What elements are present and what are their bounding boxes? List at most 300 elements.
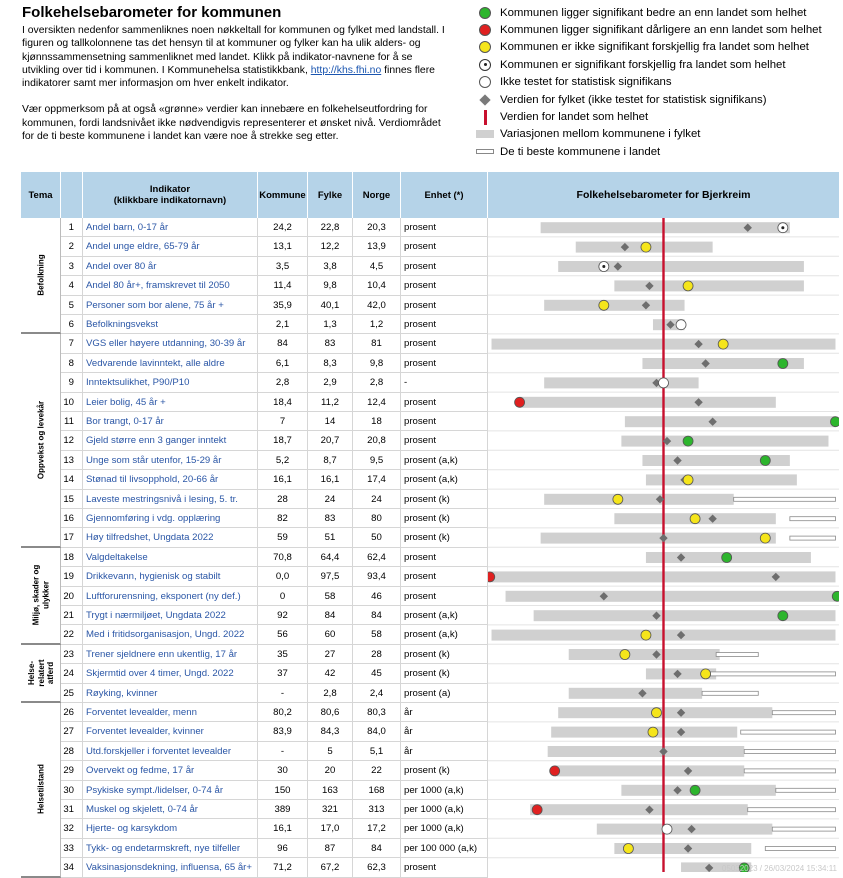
value-unit: prosent (a,k) [401,606,488,625]
page-title: Folkehelsebarometer for kommunen [22,4,282,21]
indicator-link[interactable]: Trygt i nærmiljøet, Ungdata 2022 [83,606,258,625]
green-circle-icon [479,7,491,19]
row-number: 5 [61,296,83,315]
value-fylke: 3,8 [308,257,353,276]
row-number: 12 [61,431,83,450]
value-norge: 84 [353,606,401,625]
value-unit: prosent (a,k) [401,625,488,644]
row-number: 32 [61,819,83,838]
row-number: 25 [61,684,83,703]
row-number: 30 [61,781,83,800]
value-kommune: 35,9 [258,296,308,315]
fylke-variation-bar [530,804,748,815]
row-number: 6 [61,315,83,334]
value-norge: 46 [353,587,401,606]
legend-symbol [474,145,496,159]
indicator-link[interactable]: Forventet levealder, kvinner [83,722,258,741]
indicator-link[interactable]: Høy tilfredshet, Ungdata 2022 [83,528,258,547]
header-tema: Tema [21,172,61,218]
row-number: 22 [61,625,83,644]
legend-symbol [474,23,496,37]
value-fylke: 22,8 [308,218,353,237]
value-kommune: 18,4 [258,393,308,412]
value-kommune: 59 [258,528,308,547]
fylke-variation-bar [614,843,751,854]
value-unit: prosent (k) [401,645,488,664]
value-kommune: 11,4 [258,276,308,295]
best-ten-bar [734,497,836,501]
indicator-link[interactable]: Befolkningsvekst [83,315,258,334]
value-norge: 4,5 [353,257,401,276]
value-unit: år [401,703,488,722]
row-number: 28 [61,742,83,761]
value-norge: 22 [353,761,401,780]
value-norge: 93,4 [353,567,401,586]
value-kommune: 70,8 [258,548,308,567]
value-fylke: 9,8 [308,276,353,295]
header-kommune: Kommune [258,172,308,218]
value-norge: 2,8 [353,373,401,392]
row-number: 16 [61,509,83,528]
value-kommune: - [258,742,308,761]
value-fylke: 2,9 [308,373,353,392]
value-norge: 17,4 [353,470,401,489]
value-kommune: 18,7 [258,431,308,450]
value-kommune: 24,2 [258,218,308,237]
value-fylke: 84 [308,606,353,625]
legend-symbol [474,93,496,107]
value-unit: prosent [401,218,488,237]
grey-diamond-icon [479,94,490,105]
row-number: 17 [61,528,83,547]
kommune-marker-yellow [613,494,623,504]
header-chart-title: Folkehelsebarometer for Bjerkreim [488,172,839,218]
barometer-chart [488,218,839,872]
legend-item-white-bar [474,143,839,160]
value-fylke: 87 [308,839,353,858]
legend-symbol [474,6,496,20]
legend-symbol [474,75,496,89]
value-norge: 1,2 [353,315,401,334]
value-unit: prosent [401,276,488,295]
best-ten-bar [772,827,835,831]
value-norge: 84,0 [353,722,401,741]
theme-label: Befolkning [35,254,45,296]
value-fylke: 84,3 [308,722,353,741]
value-fylke: 83 [308,509,353,528]
row-number: 1 [61,218,83,237]
intro-text-a: I oversikten nedenfor sammenliknes noen nøkkeltall for kommunen og fylket med landstall. I figuren og tallkolonnene tas det hensyn til at kommuner og fylker kan ha ulik alders- og kjønnssammensetning sammenliknet med landet. Klikk på indikator-navnene for å se utvikling over tid i kommunen. I Kommunehelsa statistikkbank, [22,25,445,76]
value-norge: 84 [353,839,401,858]
red-line-icon [484,110,487,125]
fylke-variation-bar [548,746,745,757]
value-norge: 17,2 [353,819,401,838]
value-unit: prosent [401,567,488,586]
value-norge: 5,1 [353,742,401,761]
value-kommune: - [258,684,308,703]
legend-text: Kommunen ligger signifikant bedre an enn landet som helhet [500,6,807,19]
value-fylke: 12,2 [308,237,353,256]
kommune-marker-yellow [701,669,711,679]
indicator-link[interactable]: Trener sjeldnere enn ukentlig, 17 år [83,645,258,664]
value-kommune: 82 [258,509,308,528]
indicator-link[interactable]: Personer som bor alene, 75 år + [83,296,258,315]
legend-symbol [474,110,496,124]
dot-circle-icon [479,59,491,71]
fylke-variation-bar [558,261,804,272]
indicator-link[interactable]: Gjeld større enn 3 ganger inntekt [83,431,258,450]
value-fylke: 60 [308,625,353,644]
value-unit: prosent [401,334,488,353]
kommune-marker-green [832,591,839,601]
fylke-variation-bar [558,707,772,718]
value-norge: 45 [353,664,401,683]
kommune-marker-yellow [760,533,770,543]
value-kommune: 150 [258,781,308,800]
intro-paragraph-2: Vær oppmerksom på at også «grønne» verdier kan innebære en folkehelseutfordring for kommunen, fordi landsnivået ikke nødvendigvis representerer et ønsket nivå. Verdiområdet for de ti beste kommunene i landet kan være noe å strekke seg etter. [22,104,441,143]
legend-text: Ikke testet for statistisk signifikans [500,76,672,89]
value-kommune: 83,9 [258,722,308,741]
value-kommune: 13,1 [258,237,308,256]
value-kommune: 0,0 [258,567,308,586]
value-unit: prosent (k) [401,761,488,780]
value-kommune: 0 [258,587,308,606]
value-fylke: 51 [308,528,353,547]
best-ten-bar [772,711,835,715]
white-bar-icon [476,149,494,154]
row-number: 9 [61,373,83,392]
best-ten-bar [716,653,758,657]
value-kommune: 56 [258,625,308,644]
kommune-marker-green [778,611,788,621]
theme-block [21,334,61,547]
yellow-circle-icon [479,41,491,53]
header-indikator: Indikator (klikkbare indikatornavn) [83,172,258,218]
row-number: 23 [61,645,83,664]
value-unit: prosent (k) [401,528,488,547]
value-unit: prosent [401,412,488,431]
value-norge: 58 [353,625,401,644]
theme-block [21,703,61,878]
value-kommune: 35 [258,645,308,664]
value-unit: prosent (a) [401,684,488,703]
intro-section [22,4,447,143]
legend-symbol [474,58,496,72]
header-fylke: Fylke [308,172,353,218]
kommune-marker-dot-center [781,226,784,229]
row-number: 33 [61,839,83,858]
fylke-variation-bar [555,765,745,776]
theme-block [21,218,61,334]
value-norge: 50 [353,528,401,547]
value-norge: 20,8 [353,431,401,450]
legend-item-red-line [474,108,839,125]
header-norge: Norge [353,172,401,218]
value-kommune: 6,1 [258,354,308,373]
kommune-marker-white [662,824,672,834]
kommune-marker-yellow [599,300,609,310]
row-number: 11 [61,412,83,431]
legend-symbol [474,40,496,54]
best-ten-bar [765,847,835,851]
value-fylke: 20,7 [308,431,353,450]
value-fylke: 2,8 [308,684,353,703]
value-norge: 62,3 [353,858,401,877]
statistikkbank-link[interactable]: http://khs.fhi.no [310,64,382,76]
value-norge: 313 [353,800,401,819]
theme-label: Miljø, skader og ulykker [31,565,50,626]
indicator-link[interactable]: Vedvarende lavinntekt, alle aldre [83,354,258,373]
value-fylke: 8,7 [308,451,353,470]
value-fylke: 1,3 [308,315,353,334]
value-kommune: 84 [258,334,308,353]
legend-item-white-circle [474,74,839,91]
kommune-marker-red [532,805,542,815]
value-unit: prosent [401,548,488,567]
value-norge: 42,0 [353,296,401,315]
best-ten-bar [748,808,836,812]
kommune-marker-green [722,553,732,563]
indicator-link[interactable]: Hjerte- og karsykdom [83,819,258,838]
value-norge: 10,4 [353,276,401,295]
kommune-marker-yellow [623,844,633,854]
indicator-link[interactable]: Andel barn, 0-17 år [83,218,258,237]
legend-text: Kommunen er ikke signifikant forskjellig fra landet som helhet [500,41,809,54]
grey-bar-icon [476,130,494,138]
value-fylke: 17,0 [308,819,353,838]
legend-item-dot-circle [474,56,839,73]
fylke-variation-bar [506,591,836,602]
legend-item-yellow-circle [474,39,839,56]
indicator-link[interactable]: Bor trangt, 0-17 år [83,412,258,431]
value-fylke: 42 [308,664,353,683]
value-kommune: 92 [258,606,308,625]
intro-text-b: finnes flere indikatorer samt mer informasjon om hver enkelt indikator. [22,64,435,90]
value-fylke: 14 [308,412,353,431]
value-unit: år [401,722,488,741]
row-number: 8 [61,354,83,373]
value-unit: prosent (k) [401,509,488,528]
fylke-variation-bar [541,222,790,233]
kommune-marker-red [488,572,495,582]
value-unit: - [401,373,488,392]
kommune-marker-green [830,417,839,427]
footer-code: 05032023 / 26/03/2024 15:34:11 [721,864,837,873]
row-number: 4 [61,276,83,295]
value-fylke: 97,5 [308,567,353,586]
row-number: 27 [61,722,83,741]
value-fylke: 20 [308,761,353,780]
value-fylke: 163 [308,781,353,800]
indicator-link[interactable]: Overvekt og fedme, 17 år [83,761,258,780]
indicator-link[interactable]: Røyking, kvinner [83,684,258,703]
indicator-link[interactable]: Unge som står utenfor, 15-29 år [83,451,258,470]
indicator-link[interactable]: Laveste mestringsnivå i lesing, 5. tr. [83,490,258,509]
row-number: 13 [61,451,83,470]
fylke-variation-bar [621,436,828,447]
best-ten-bar [790,536,836,540]
legend-item-green-circle [474,4,839,21]
indicator-link[interactable]: Tykk- og endetarmskreft, nye tilfeller [83,839,258,858]
fylke-variation-bar [646,474,797,485]
kommune-marker-white [676,320,686,330]
value-fylke: 11,2 [308,393,353,412]
value-unit: prosent [401,257,488,276]
kommune-marker-yellow [718,339,728,349]
indicator-link[interactable]: Valgdeltakelse [83,548,258,567]
value-kommune: 2,8 [258,373,308,392]
value-kommune: 96 [258,839,308,858]
row-number: 34 [61,858,83,877]
value-norge: 20,3 [353,218,401,237]
value-unit: prosent (k) [401,490,488,509]
value-norge: 13,9 [353,237,401,256]
fylke-variation-bar [569,649,720,660]
indicator-link[interactable]: Luftforurensning, eksponert (ny def.) [83,587,258,606]
legend-text: De ti beste kommunene i landet [500,145,661,158]
indicator-link[interactable]: Andel over 80 år [83,257,258,276]
indicator-link[interactable]: VGS eller høyere utdanning, 30-39 år [83,334,258,353]
kommune-marker-red [550,766,560,776]
indicator-link[interactable]: Vaksinasjonsdekning, influensa, 65 år+ [83,858,258,877]
best-ten-bar [702,691,758,695]
row-number: 14 [61,470,83,489]
legend-item-red-circle [474,21,839,38]
value-kommune: 37 [258,664,308,683]
value-unit: år [401,742,488,761]
white-circle-icon [479,76,491,88]
header-enhet: Enhet (*) [401,172,488,218]
indicator-link[interactable]: Gjennomføring i vdg. opplæring [83,509,258,528]
fylke-variation-bar [551,727,737,738]
row-number: 20 [61,587,83,606]
fylke-variation-bar [597,824,773,835]
value-norge: 28 [353,645,401,664]
value-norge: 81 [353,334,401,353]
fylke-variation-bar [534,610,836,621]
best-ten-bar [744,750,835,754]
fylke-variation-bar [569,688,702,699]
value-unit: prosent [401,354,488,373]
value-norge: 12,4 [353,393,401,412]
value-unit: per 1000 (a,k) [401,800,488,819]
value-fylke: 24 [308,490,353,509]
value-kommune: 80,2 [258,703,308,722]
indicator-link[interactable]: Andel 80 år+, framskrevet til 2050 [83,276,258,295]
value-norge: 168 [353,781,401,800]
value-unit: prosent [401,315,488,334]
value-fylke: 321 [308,800,353,819]
indicator-link[interactable]: Andel unge eldre, 65-79 år [83,237,258,256]
value-norge: 24 [353,490,401,509]
value-unit: prosent (a,k) [401,470,488,489]
indicator-link[interactable]: Med i fritidsorganisasjon, Ungd. 2022 [83,625,258,644]
indicator-link[interactable]: Muskel og skjelett, 0-74 år [83,800,258,819]
value-kommune: 2,1 [258,315,308,334]
legend [474,4,839,161]
value-kommune: 28 [258,490,308,509]
kommune-marker-dot-center [602,265,605,268]
row-number: 21 [61,606,83,625]
indicator-link[interactable]: Inntektsulikhet, P90/P10 [83,373,258,392]
value-fylke: 83 [308,334,353,353]
value-fylke: 16,1 [308,470,353,489]
row-number: 19 [61,567,83,586]
value-fylke: 64,4 [308,548,353,567]
value-kommune: 389 [258,800,308,819]
value-unit: prosent [401,393,488,412]
theme-label: Helsetilstand [35,764,45,815]
value-fylke: 80,6 [308,703,353,722]
legend-text: Variasjonen mellom kommunene i fylket [500,128,701,141]
value-unit: prosent [401,296,488,315]
best-ten-bar [790,517,836,521]
value-unit: prosent (k) [401,664,488,683]
value-unit: prosent (a,k) [401,451,488,470]
theme-block [21,548,61,645]
header-nr [61,172,83,218]
kommune-marker-green [683,436,693,446]
legend-text: Verdien for fylket (ikke testet for statistisk signifikans) [500,93,767,106]
value-fylke: 27 [308,645,353,664]
indicator-link[interactable]: Forventet levealder, menn [83,703,258,722]
legend-text: Verdien for landet som helhet [500,111,649,124]
value-fylke: 5 [308,742,353,761]
value-kommune: 16,1 [258,470,308,489]
value-norge: 9,5 [353,451,401,470]
value-kommune: 3,5 [258,257,308,276]
row-number: 29 [61,761,83,780]
value-norge: 9,8 [353,354,401,373]
value-fylke: 40,1 [308,296,353,315]
value-unit: per 1000 (a,k) [401,781,488,800]
indicator-link[interactable]: Leier bolig, 45 år + [83,393,258,412]
fylke-variation-bar [625,416,836,427]
indicator-link[interactable]: Skjermtid over 4 timer, Ungd. 2022 [83,664,258,683]
kommune-marker-white [659,378,669,388]
red-circle-icon [479,24,491,36]
fylke-variation-bar [614,280,804,291]
legend-item-grey-diamond [474,91,839,108]
row-number: 18 [61,548,83,567]
fylke-variation-bar [541,533,776,544]
indicator-link[interactable]: Utd.forskjeller i forventet levealder [83,742,258,761]
value-norge: 80,3 [353,703,401,722]
value-fylke: 58 [308,587,353,606]
kommune-marker-red [515,397,525,407]
value-unit: per 100 000 (a,k) [401,839,488,858]
theme-block [21,645,61,703]
value-norge: 80 [353,509,401,528]
kommune-marker-yellow [641,630,651,640]
indicator-link[interactable]: Psykiske sympt./lidelser, 0-74 år [83,781,258,800]
row-number: 31 [61,800,83,819]
row-number: 24 [61,664,83,683]
best-ten-bar [741,730,836,734]
row-number: 10 [61,393,83,412]
legend-symbol [474,127,496,141]
intro-paragraph-1 [22,24,447,90]
value-norge: 2,4 [353,684,401,703]
indicator-link[interactable]: Drikkevann, hygienisk og stabilt [83,567,258,586]
value-unit: per 1000 (a,k) [401,819,488,838]
legend-text: Kommunen er signifikant forskjellig fra landet som helhet [500,58,786,71]
best-ten-bar [744,769,835,773]
kommune-marker-yellow [651,708,661,718]
fylke-variation-bar [544,377,698,388]
indicator-link[interactable]: Stønad til livsopphold, 20-66 år [83,470,258,489]
theme-label: Oppvekst og levekår [35,400,45,480]
